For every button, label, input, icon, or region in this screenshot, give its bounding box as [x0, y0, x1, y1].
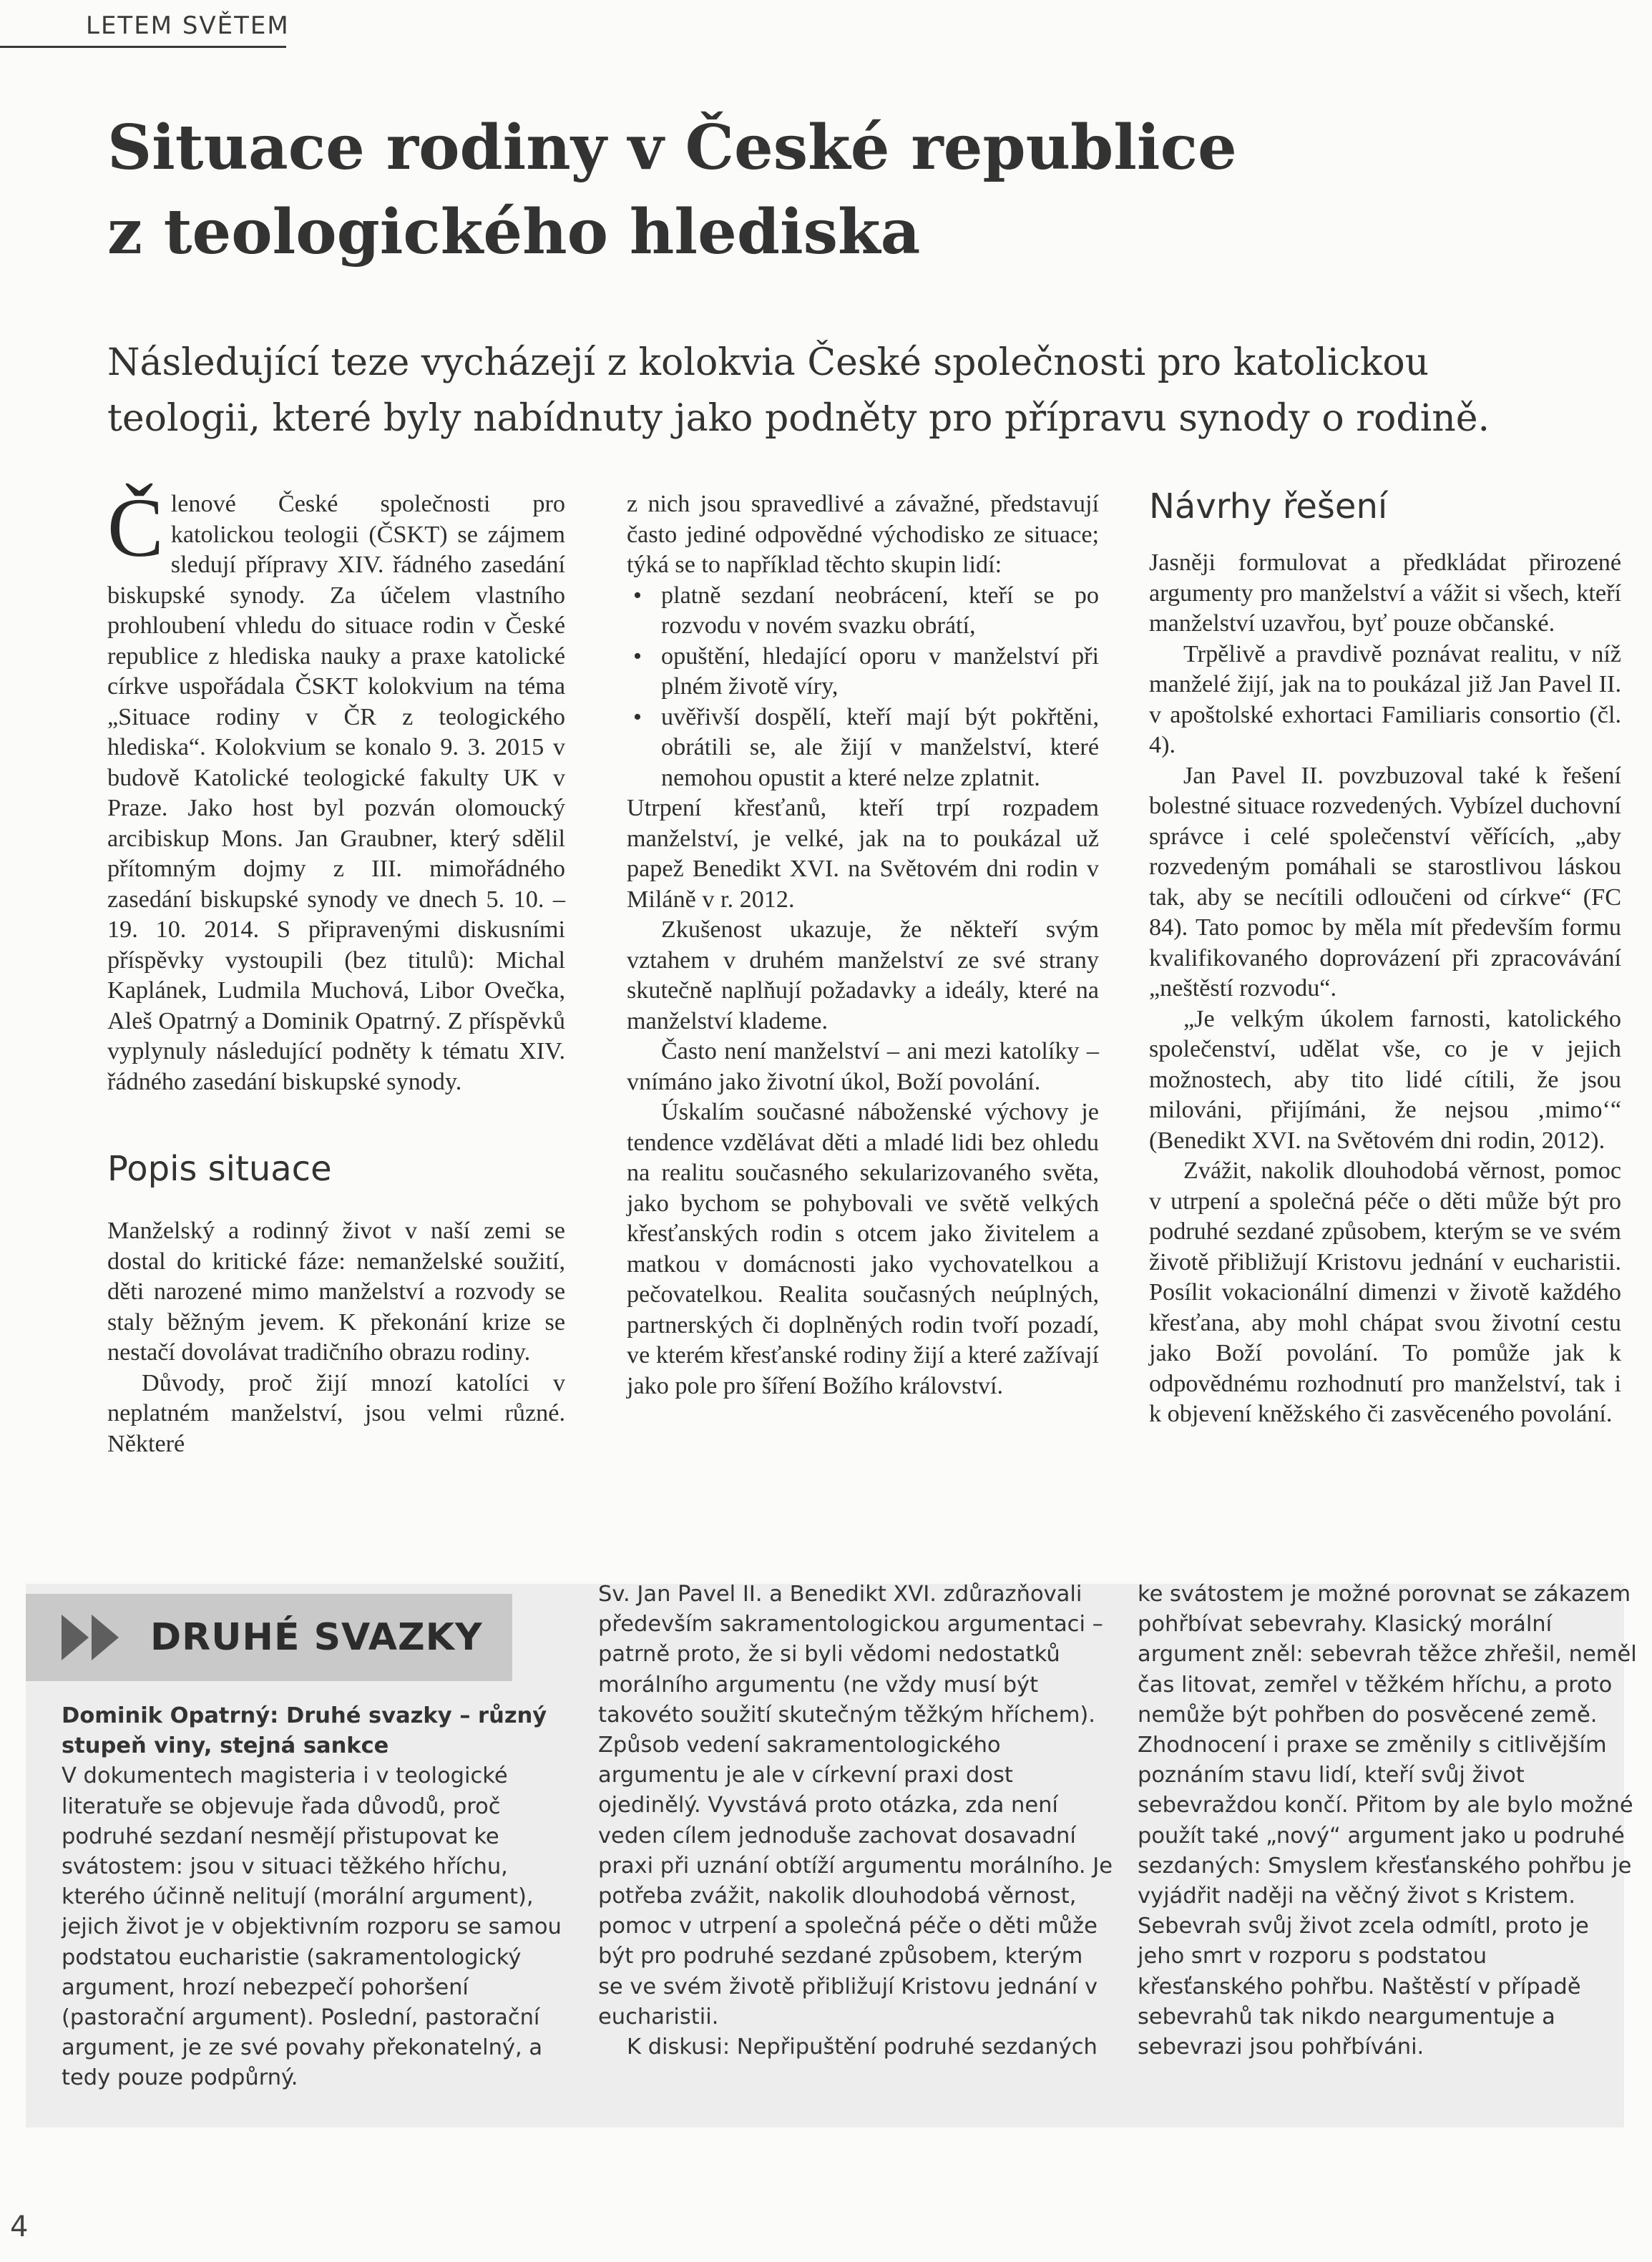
- intro-text: lenové České společnosti pro katolickou teologii (ČSKT) se zájmem sledují přípravy XIV. řádného zasedání biskupské synody. Za účelem vlastního prohloubení vhledu do situace rodin v České republice z hlediska nauky a praxe katolické církve uspořádala ČSKT kolokvium na téma „Situace rodiny v ČR z teologického hlediska“. Kolokvium se konalo 9. 3. 2015 v budově Katolické teologické fakulty UK v Praze. Jako host byl pozván olomoucký arcibiskup Mons. Jan Graubner, který sdělil přítomným dojmy z III. mimořádného zasedání biskupské synody ve dnech 5. 10. – 19. 10. 2014. S připravenými diskusními příspěvky vystoupili (bez titulů): Michal Kaplánek, Ludmila Muchová, Libor Ovečka, Aleš Opatrný a Dominik Opatrný. Z příspěvků vyplynuly následující podněty k tématu XIV. řádného zasedání biskupské synody.: [107, 491, 565, 1095]
- intro-paragraph: [107, 481, 565, 1097]
- situation-paragraph-2: Důvody, proč žijí mnozí katolíci v neplatném manželství, jsou velmi různé. Některé: [107, 1369, 565, 1457]
- title-line-1: Situace rodiny v České republice: [107, 112, 1237, 184]
- col2-paragraph-5: Úskalím současné náboženské výchovy je tendence vzdělávat děti a mladé lidi bez ohledu na realitu současného sekularizovaného světa, jako bychom se pohybovali ve světě velkých křesťanských rodin s otcem jako živitelem a matkou v domácnosti jako vychovatelkou a pečovatelkou. Realita současných neúplných, partnerských či doplněných rodin tvoří pozadí, ve kterém křesťanské rodiny žijí a které zažívají jako pole pro šíření Božího království.: [627, 1099, 1099, 1399]
- col2-paragraph-1: z nich jsou spravedlivé a závažné, představují často jediné odpovědné východisko ze situace; týká se to například těchto skupin lidí:: [627, 491, 1099, 578]
- section-label: LETEM SVĚTEM: [86, 11, 290, 40]
- sidebar-text-2b: K diskusi: Nepřipuštění podruhé sezdaných: [627, 2035, 1098, 2060]
- title-line-2: z teologického hlediska: [107, 196, 921, 268]
- page-number: 4: [10, 2210, 29, 2243]
- sidebar-column-3: [1138, 1580, 1638, 2062]
- sidebar-text-3: ke svátostem je možné porovnat se zákazem pohřbívat sebevrahy. Klasický morální argument zněl: sebevrah těžce zhřešil, neměl čas litovat, zemřel v těžkém hříchu, a proto nemůže být pohřben do posvěcené země. Zhodnocení i praxe se změnily s citlivějším poznáním stavu lidí, kteří svůj život sebevraždou končí. Přitom by ale bylo možné použít také „nový“ argument jako u podruhé sezdaných: Smyslem křesťanského pohřbu je vyjádřit naději na věčný život s Kristem. Sebevrah svůj život zcela odmítl, proto je jeho smrt v rozporu s podstatou křesťanského pohřbu. Naštěstí v případě sebevrahů tak nikdo neargumentuje a sebevrazi jsou pohřbíváni.: [1138, 1582, 1637, 2060]
- section-rule: [0, 46, 286, 48]
- sidebar-box-title: DRUHÉ SVAZKY: [150, 1616, 483, 1659]
- article-column-1: [107, 481, 565, 1459]
- sidebar-box-banner: [26, 1594, 512, 1681]
- drop-cap: Č: [107, 481, 164, 574]
- article-lede: Následující teze vycházejí z kolokvia České společnosti pro katolickou teologii, které byly nabídnuty jako podněty pro přípravu synody o rodině.: [107, 341, 1490, 440]
- col2-paragraph-2: Utrpení křesťanů, kteří trpí rozpadem manželství, je velké, jak na to poukázal už papež Benedikt XVI. na Světovém dni rodin v Miláně v r. 2012.: [627, 795, 1099, 913]
- sidebar-text-1: V dokumentech magisteria i v teologické literatuře se objevuje řada důvodů, proč podruhé sezdaní nesmějí přistupovat ke svátostem: jsou v situaci těžkého hříchu, kterého účinně nelitují (morální argument), jejich život je v objektivním rozporu se samou podstatou eucharistie (sakramentologický argument, hrozí nebezpečí pohoršení (pastorační argument). Poslední, pastorační argument, je ze své povahy překonatelný, a tedy pouze podpůrný.: [62, 1763, 562, 2091]
- sidebar-text-2: Sv. Jan Pavel II. a Benedikt XVI. zdůrazňovali především sakramentologickou argumentaci – patrně proto, že si byli vědomi nedostatků morálního argumentu (ne vždy musí být takovéto soužití skutečným těžkým hříchem). Způsob vedení sakramentologického argumentu je ale v církevní praxi dost ojedinělý. Vyvstává proto otázka, zda není veden cílem jednoduše zachovat dosavadní praxi při uznání obtíží argumentu morálního. Je potřeba zvážit, nakolik dlouhodobá věrnost, pomoc v utrpení a společná péče o děti může být pro podruhé sezdané způsobem, kterým se ve svém životě přibližují Kristovu jednání v eucharistii.: [598, 1582, 1113, 2030]
- double-arrow-icon: [62, 1615, 119, 1660]
- col2-paragraph-3: Zkušenost ukazuje, že někteří svým vztahem v druhém manželství ze své strany skutečně naplňují požadavky a ideály, které na manželství klademe.: [627, 916, 1099, 1034]
- article-column-2: [627, 489, 1099, 1401]
- sidebar-heading: Dominik Opatrný: Druhé svazky – různý stupeň viny, stejná sankce: [62, 1703, 547, 1759]
- proposal-paragraph-1: Jasněji formulovat a předkládat přirozené argumenty pro manželství a vážit si všech, kteří manželství uzavřou, byť pouze občanské.: [1149, 549, 1621, 637]
- proposal-paragraph-5: Zvážit, nakolik dlouhodobá věrnost, pomoc v utrpení a společná péče o děti může být pro podruhé sezdané způsobem, kterým se ve svém životě přibližují Kristovu jednání v eucharistii. Posílit vokacionální dimenzi v životě každého křesťana, aby mohl chápat svou životní cestu jako Boží povolání. To pomůže jak k odpovědnému rozhodnutí pro manželství, tak i k objevení kněžského či zasvěceného povolání.: [1149, 1157, 1621, 1427]
- list-item: • uvěřivší dospělí, kteří mají být pokřtěni, obrátili se, ale žijí v manželství, které nemohou opustit a které nelze zplatnit.: [661, 702, 1099, 794]
- heading-navrhy-reseni: Návrhy řešení: [1149, 486, 1388, 527]
- groups-list: [627, 581, 1099, 794]
- proposal-paragraph-4: „Je velkým úkolem farnosti, katolického společenství, udělat vše, co je v jejich možnostech, aby tito lidé cítili, že jsou milováni, přijímáni, že nejsou ‚mimo‘“ (Benedikt XVI. na Světovém dni rodin, 2012).: [1149, 1005, 1621, 1154]
- situation-paragraph-1: Manželský a rodinný život v naší zemi se dostal do kritické fáze: nemanželské soužití, děti narozené mimo manželství a rozvody se staly běžným jevem. K překonání krize se nestačí dovolávat tradičního obrazu rodiny.: [107, 1218, 565, 1366]
- proposal-paragraph-3: Jan Pavel II. povzbuzoval také k řešení bolestné situace rozvedených. Vybízel duchovní správce i celé společenství věřících, „aby rozvedeným pomáhali se starostlivou láskou tak, aby se necítili odloučeni od církve“ (FC 84). Tato pomoc by měla mít především formu kvalifikovaného doprovázení při zpracovávání „neštěstí rozvodu“.: [1149, 762, 1621, 1002]
- col2-paragraph-4: Často není manželství – ani mezi katolíky – vnímáno jako životní úkol, Boží povolání.: [627, 1038, 1099, 1095]
- sidebar-column-1: [62, 1701, 562, 2094]
- list-item: • opuštění, hledající oporu v manželství při plném životě víry,: [661, 642, 1099, 702]
- article-column-3: [1149, 485, 1621, 1430]
- proposal-paragraph-2: Trpělivě a pravdivě poznávat realitu, v níž manželé žijí, jak na to poukázal již Jan Pavel II. v apoštolské exhortaci Familiaris consortio (čl. 4).: [1149, 640, 1621, 758]
- article-title: [107, 106, 1538, 275]
- heading-popis-situace: Popis situace: [107, 1149, 332, 1189]
- sidebar-column-2: [598, 1580, 1113, 2062]
- list-item: • platně sezdaní neobrácení, kteří se po rozvodu v novém svazku obrátí,: [661, 581, 1099, 642]
